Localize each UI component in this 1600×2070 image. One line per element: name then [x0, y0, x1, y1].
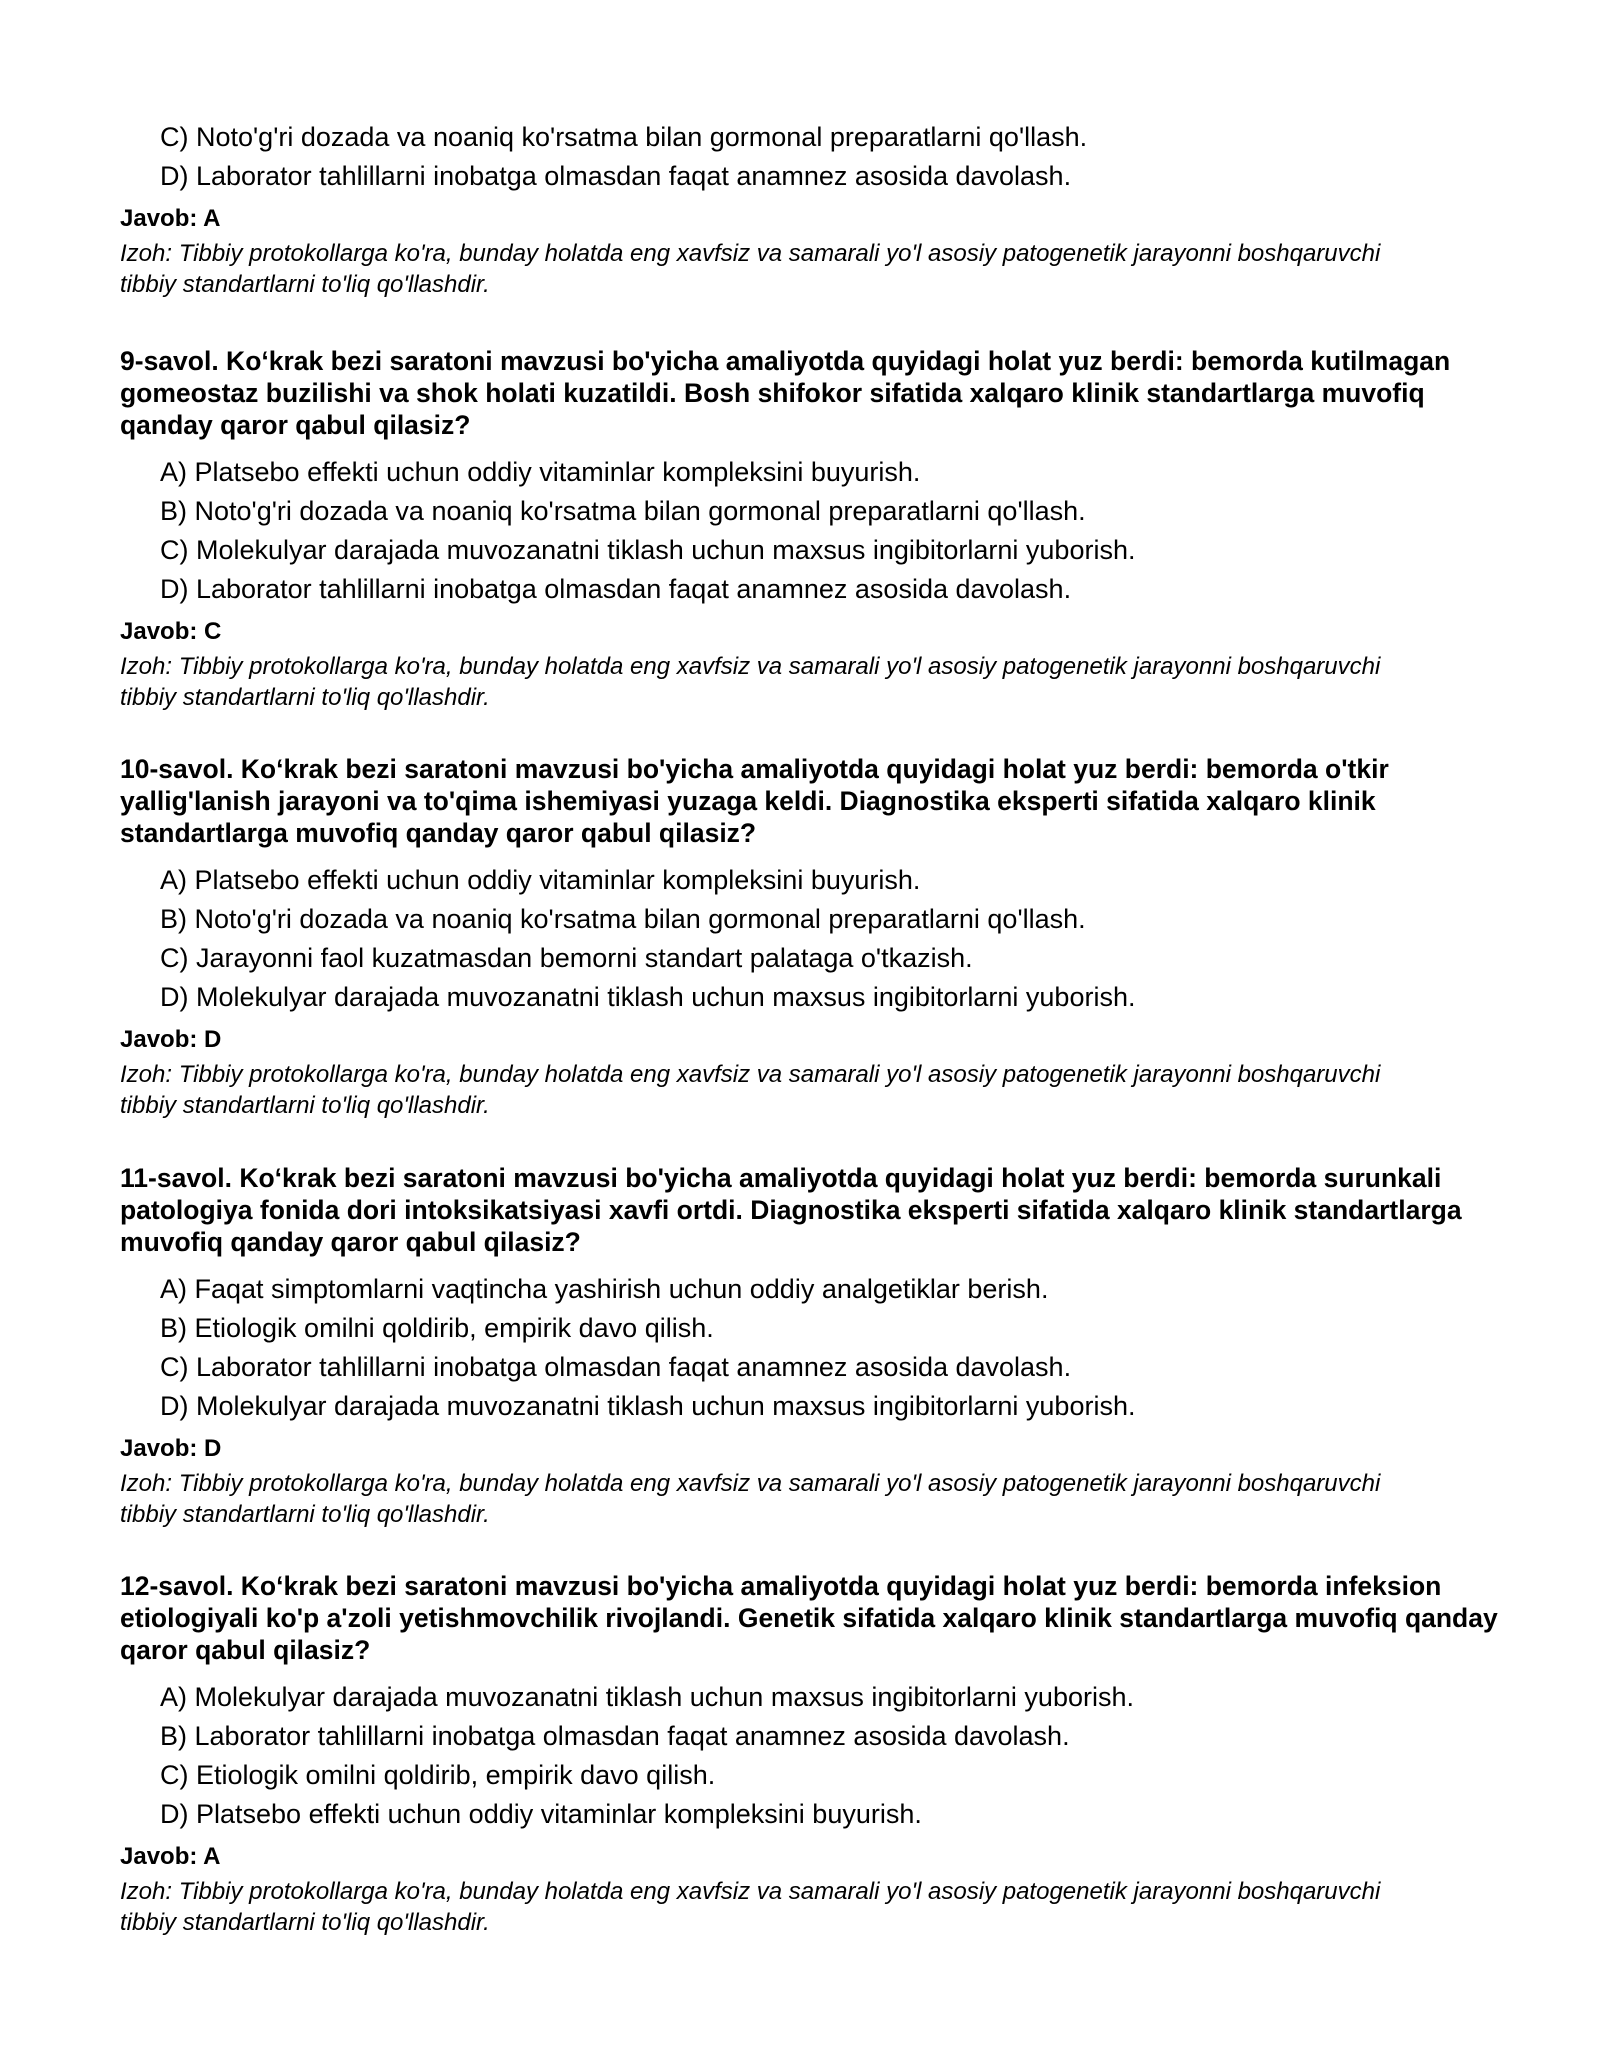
question-10: [120, 753, 1500, 1121]
option-b: B) Noto'g'ri dozada va noaniq ko'rsatma bilan gormonal preparatlarni qo'llash.: [160, 904, 1086, 934]
question-12: [120, 1570, 1500, 1938]
option-b: B) Laborator tahlillarni inobatga olmasdan faqat anamnez asosida davolash.: [160, 1721, 1070, 1751]
option-c: C) Etiologik omilni qoldirib, empirik davo qilish.: [160, 1760, 716, 1790]
option-b: B) Etiologik omilni qoldirib, empirik davo qilish.: [160, 1313, 714, 1343]
options-list: [120, 453, 1500, 609]
question-text: 12-savol. Ko‘krak bezi saratoni mavzusi bo'yicha amaliyotda quyidagi holat yuz berdi: bemorda infeksion etiologiyali ko'p a'zoli yetishmovchilik rivojlandi. Genetik sifatida xalqaro klinik standartlarga muvofiq qanday qaror qabul qilasiz?: [120, 1571, 1498, 1665]
option-a: A) Molekulyar darajada muvozanatni tiklash uchun maxsus ingibitorlarni yuborish.: [160, 1682, 1134, 1712]
previous-question-continuation: [120, 118, 1500, 300]
question-11: [120, 1162, 1500, 1530]
question-text: 11-savol. Ko‘krak bezi saratoni mavzusi bo'yicha amaliyotda quyidagi holat yuz berdi: bemorda surunkali patologiya fonida dori intoksikatsiyasi xavfi ortdi. Diagnostika eksperti sifatida xalqaro klinik standartlarga muvofiq qanday qaror qabul qilasiz?: [120, 1163, 1462, 1257]
option-c: C) Laborator tahlillarni inobatga olmasdan faqat anamnez asosida davolash.: [160, 1352, 1072, 1382]
option-d: D) Molekulyar darajada muvozanatni tiklash uchun maxsus ingibitorlarni yuborish.: [160, 982, 1136, 1012]
option-d: D) Platsebo effekti uchun oddiy vitaminlar kompleksini buyurish.: [160, 1799, 922, 1829]
explanation-note: Izoh: Tibbiy protokollarga ko'ra, bunday holatda eng xavfsiz va samarali yo'l asosiy patogenetik jarayonni boshqaruvchi tibbiy standartlarni to'liq qo'llashdir.: [120, 1878, 1381, 1936]
option-a: A) Platsebo effekti uchun oddiy vitaminlar kompleksini buyurish.: [160, 457, 921, 487]
option-c: C) Molekulyar darajada muvozanatni tiklash uchun maxsus ingibitorlarni yuborish.: [160, 535, 1136, 565]
option-c: C) Jarayonni faol kuzatmasdan bemorni standart palataga o'tkazish.: [160, 943, 973, 973]
question-text: 10-savol. Ko‘krak bezi saratoni mavzusi bo'yicha amaliyotda quyidagi holat yuz berdi: bemorda o'tkir yallig'lanish jarayoni va to'qima ishemiyasi yuzaga keldi. Diagnostika eksperti sifatida xalqaro klinik standartlarga muvofiq qanday qaror qabul qilasiz?: [120, 754, 1389, 848]
answer-label: Javob: A: [120, 1843, 221, 1870]
option-d: D) Laborator tahlillarni inobatga olmasdan faqat anamnez asosida davolash.: [160, 161, 1072, 191]
option-d: D) Molekulyar darajada muvozanatni tiklash uchun maxsus ingibitorlarni yuborish.: [160, 1391, 1136, 1421]
options-list: [120, 118, 1500, 196]
options-list: [120, 1678, 1500, 1834]
option-c: C) Noto'g'ri dozada va noaniq ko'rsatma bilan gormonal preparatlarni qo'llash.: [160, 122, 1088, 152]
explanation-note: Izoh: Tibbiy protokollarga ko'ra, bunday holatda eng xavfsiz va samarali yo'l asosiy patogenetik jarayonni boshqaruvchi tibbiy standartlarni to'liq qo'llashdir.: [120, 1470, 1381, 1528]
answer-label: Javob: C: [120, 618, 222, 645]
answer-label: Javob: D: [120, 1435, 222, 1462]
option-a: A) Platsebo effekti uchun oddiy vitaminlar kompleksini buyurish.: [160, 865, 921, 895]
question-text: 9-savol. Ko‘krak bezi saratoni mavzusi bo'yicha amaliyotda quyidagi holat yuz berdi: bemorda kutilmagan gomeostaz buzilishi va shok holati kuzatildi. Bosh shifokor sifatida xalqaro klinik standartlarga muvofiq qanday qaror qabul qilasiz?: [120, 346, 1451, 440]
explanation-note: Izoh: Tibbiy protokollarga ko'ra, bunday holatda eng xavfsiz va samarali yo'l asosiy patogenetik jarayonni boshqaruvchi tibbiy standartlarni to'liq qo'llashdir.: [120, 240, 1381, 298]
question-9: [120, 345, 1500, 713]
explanation-note: Izoh: Tibbiy protokollarga ko'ra, bunday holatda eng xavfsiz va samarali yo'l asosiy patogenetik jarayonni boshqaruvchi tibbiy standartlarni to'liq qo'llashdir.: [120, 1061, 1381, 1119]
answer-label: Javob: A: [120, 205, 221, 232]
option-b: B) Noto'g'ri dozada va noaniq ko'rsatma bilan gormonal preparatlarni qo'llash.: [160, 496, 1086, 526]
options-list: [120, 861, 1500, 1017]
option-d: D) Laborator tahlillarni inobatga olmasdan faqat anamnez asosida davolash.: [160, 574, 1072, 604]
option-a: A) Faqat simptomlarni vaqtincha yashirish uchun oddiy analgetiklar berish.: [160, 1274, 1049, 1304]
options-list: [120, 1270, 1500, 1426]
answer-label: Javob: D: [120, 1026, 222, 1053]
explanation-note: Izoh: Tibbiy protokollarga ko'ra, bunday holatda eng xavfsiz va samarali yo'l asosiy patogenetik jarayonni boshqaruvchi tibbiy standartlarni to'liq qo'llashdir.: [120, 653, 1381, 711]
